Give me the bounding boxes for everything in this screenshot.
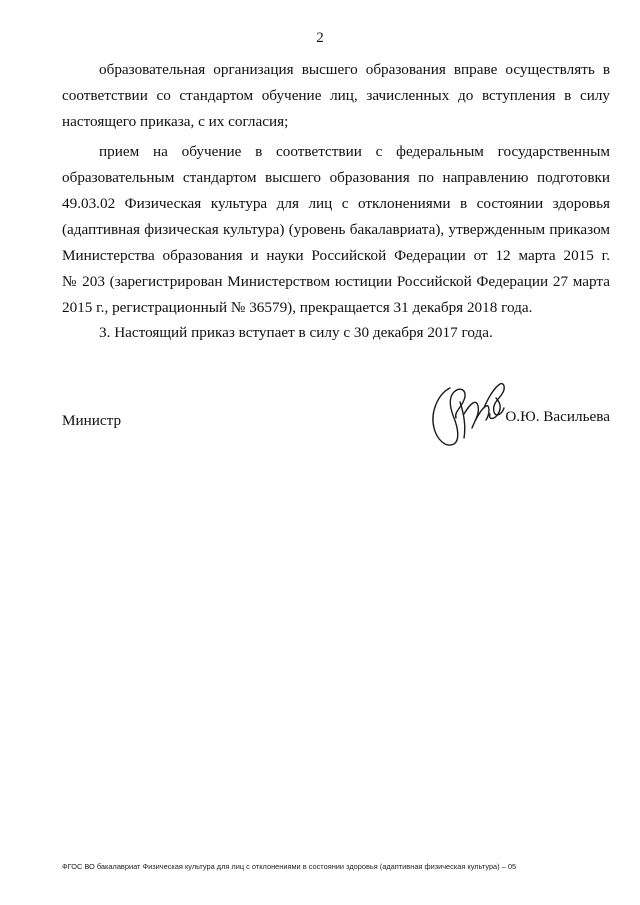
paragraph-line: 2015 г., регистрационный № 36579), прекращается 31 декабря 2018 года. — [62, 299, 533, 316]
paragraph-3 — [62, 320, 610, 346]
document-footer: ФГОС ВО бакалавриат Физическая культура для лиц с отклонениями в состоянии здоровья (адаптивная физическая культура) – 05 — [62, 862, 517, 871]
page-number: 2 — [316, 30, 324, 46]
paragraph-1 — [62, 57, 610, 135]
paragraph-line: № 203 (зарегистрирован Министерством юстиции Российской Федерации 27 марта — [62, 273, 610, 290]
paragraph-line: соответствии со стандартом обучение лиц, зачисленных до вступления в силу — [62, 87, 610, 104]
signer-position: Министр — [62, 412, 122, 429]
paragraph-line: образовательная организация высшего образования вправе осуществлять в — [99, 61, 610, 78]
paragraph-line: Министерства образования и науки Российской Федерации от 12 марта 2015 г. — [62, 247, 610, 264]
paragraph-line: 3. Настоящий приказ вступает в силу с 30 декабря 2017 года. — [99, 324, 493, 341]
paragraph-line: образовательным стандартом высшего образования по направлению подготовки — [62, 169, 610, 186]
paragraph-line: (адаптивная физическая культура) (уровень бакалавриата), утвержденным приказом — [62, 221, 610, 238]
paragraph-line: прием на обучение в соответствии с федеральным государственным — [99, 143, 610, 160]
paragraph-line: 49.03.02 Физическая культура для лиц с отклонениями в состоянии здоровья — [62, 195, 610, 212]
signer-name: О.Ю. Васильева — [505, 408, 610, 425]
paragraph-line: настоящего приказа, с их согласия; — [62, 113, 289, 130]
signature-block — [62, 404, 610, 444]
paragraph-2 — [62, 139, 610, 321]
